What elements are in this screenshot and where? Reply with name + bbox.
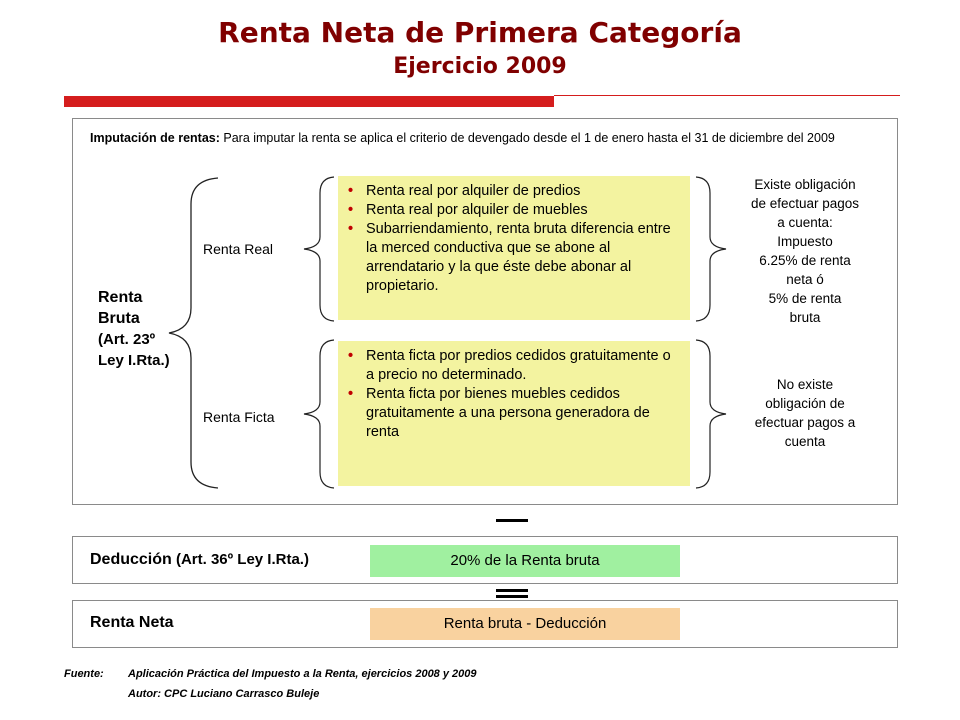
deduccion-article: (Art. 36º Ley I.Rta.) — [171, 551, 309, 568]
renta-neta-value: Renta bruta - Deducción — [370, 608, 680, 640]
list-item — [346, 201, 682, 220]
note-line: No existe — [776, 377, 834, 392]
minus-sign — [496, 519, 528, 522]
note-line: neta ó — [786, 272, 824, 287]
renta-bruta-brace — [165, 176, 225, 490]
note-line: cuenta — [784, 434, 826, 449]
renta-bruta-law: Ley I.Rta.) — [98, 352, 170, 369]
renta-real-note — [728, 175, 882, 327]
list-item-text: Renta ficta por bienes muebles cedidos gratuitamente a una persona generadora de renta — [366, 386, 650, 440]
note-line: a cuenta: — [777, 215, 833, 230]
note-line: 6.25% de renta — [759, 253, 851, 268]
source-note — [64, 664, 477, 704]
title-accent-line — [554, 95, 900, 96]
imputacion-text — [90, 130, 886, 146]
page-title: Renta Neta de Primera Categoría — [218, 16, 742, 49]
renta-ficta-box — [338, 341, 690, 486]
equals-sign-top — [496, 589, 528, 592]
renta-bruta-article: (Art. 23º — [98, 331, 156, 348]
renta-ficta-note — [728, 375, 882, 451]
note-line: bruta — [789, 310, 821, 325]
equals-sign-bottom — [496, 595, 528, 598]
source-line1: Aplicación Práctica del Impuesto a la Renta, ejercicios 2008 y 2009 — [128, 668, 477, 680]
note-line: de efectuar pagos — [750, 196, 860, 211]
renta-ficta-list — [338, 341, 690, 442]
note-line: Existe obligación — [754, 177, 856, 192]
renta-bruta-line2: Bruta — [98, 310, 140, 327]
renta-real-left-brace — [300, 175, 336, 323]
bullet-icon: • — [348, 183, 354, 199]
renta-neta-label: Renta Neta — [90, 614, 174, 631]
page-subtitle: Ejercicio 2009 — [393, 54, 567, 79]
renta-real-label: Renta Real — [203, 241, 274, 257]
note-line: obligación de — [765, 396, 845, 411]
deduccion-label — [90, 551, 309, 569]
source-line2: Autor: CPC Luciano Carrasco Buleje — [128, 688, 320, 700]
renta-real-box — [338, 176, 690, 320]
list-item-text: Renta real por alquiler de predios — [366, 183, 581, 199]
bullet-icon: • — [348, 386, 354, 402]
bullet-icon: • — [348, 348, 354, 364]
note-line: 5% de renta — [768, 291, 842, 306]
bullet-icon: • — [348, 202, 354, 218]
list-item-text: Subarriendamiento, renta bruta diferencia entre la merced conductiva que se abone al arrendatario y la que éste debe abonar al propietario. — [366, 221, 671, 294]
deduccion-title: Deducción — [90, 551, 172, 568]
bullet-icon: • — [348, 221, 354, 237]
source-key: Fuente: — [64, 668, 104, 680]
renta-real-right-brace — [694, 175, 730, 323]
title-accent-bar — [64, 96, 554, 107]
list-item — [346, 347, 682, 385]
note-line: Impuesto — [777, 234, 833, 249]
list-item — [346, 220, 682, 296]
imputacion-body: Para imputar la renta se aplica el criterio de devengado desde el 1 de enero hasta el 31 de diciembre del 2009 — [219, 131, 835, 145]
deduccion-value: 20% de la Renta bruta — [370, 545, 680, 577]
renta-ficta-label: Renta Ficta — [203, 409, 275, 425]
note-line: efectuar pagos a — [754, 415, 856, 430]
renta-bruta-line1: Renta — [98, 289, 143, 306]
list-item-text: Renta real por alquiler de muebles — [366, 202, 588, 218]
renta-real-list — [338, 176, 690, 296]
list-item-text: Renta ficta por predios cedidos gratuitamente o a precio no determinado. — [366, 348, 671, 383]
imputacion-label: Imputación de rentas: — [90, 131, 220, 145]
list-item — [346, 385, 682, 442]
renta-ficta-left-brace — [300, 338, 336, 490]
list-item — [346, 182, 682, 201]
renta-ficta-right-brace — [694, 338, 730, 490]
